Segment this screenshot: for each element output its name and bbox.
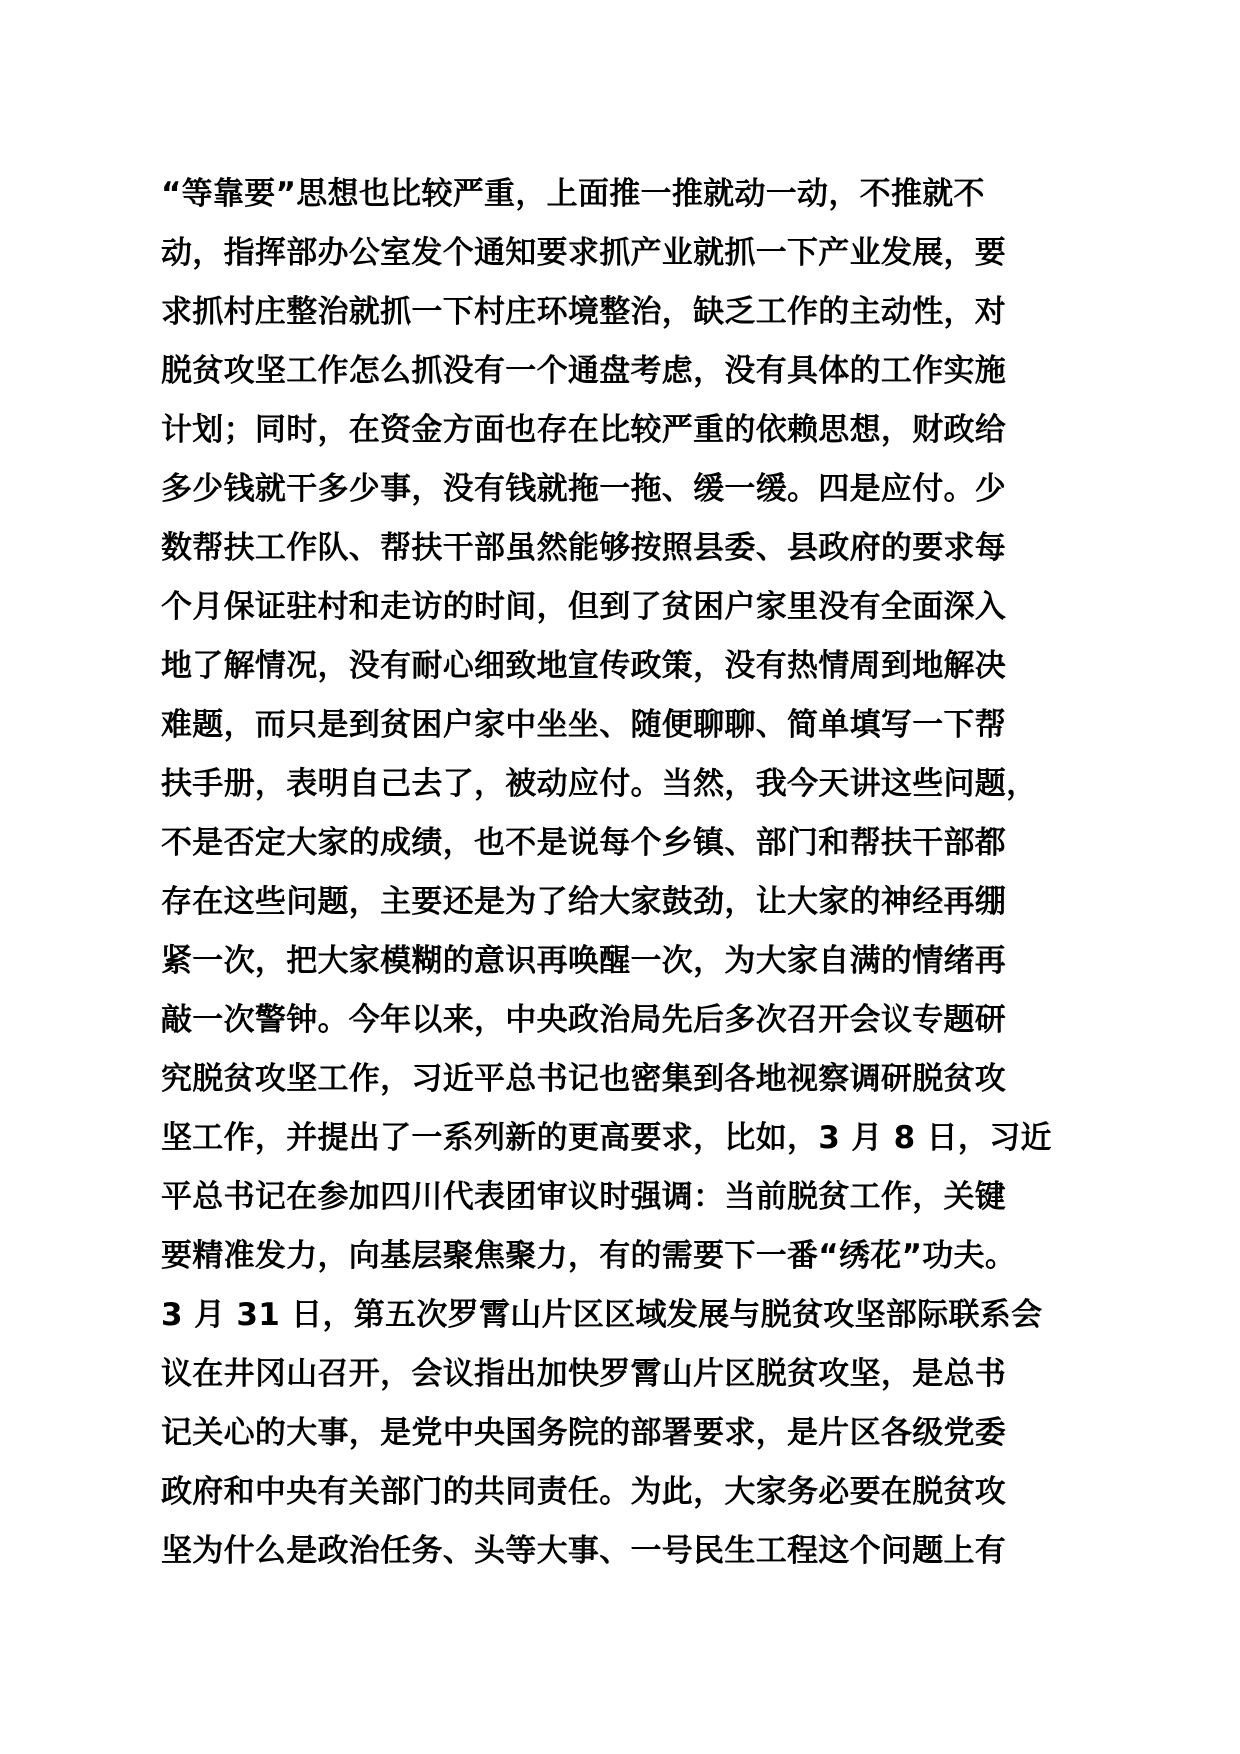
text-line: 记关心的大事，是党中央国务院的部署要求，是片区各级党委 bbox=[161, 1415, 1007, 1451]
text-line: 数帮扶工作队、帮扶干部虽然能够按照县委、县政府的要求每 bbox=[161, 530, 1007, 566]
text-line: 动，指挥部办公室发个通知要求抓产业就抓一下产业发展，要 bbox=[161, 235, 1007, 271]
text-line: 地了解情况，没有耐心细致地宣传政策，没有热情周到地解决 bbox=[161, 648, 1007, 684]
text-line: 3 月 31 日，第五次罗霄山片区区域发展与脱贫攻坚部际联系会 bbox=[161, 1297, 1043, 1333]
text-line: 坚工作，并提出了一系列新的更高要求，比如，3 月 8 日，习近 bbox=[161, 1120, 1052, 1156]
text-line: 求抓村庄整治就抓一下村庄环境整治，缺乏工作的主动性，对 bbox=[161, 294, 1007, 330]
text-line: 不是否定大家的成绩，也不是说每个乡镇、部门和帮扶干部都 bbox=[161, 825, 1007, 861]
text-line: 坚为什么是政治任务、头等大事、一号民生工程这个问题上有 bbox=[161, 1533, 1007, 1569]
text-line: 要精准发力，向基层聚焦聚力，有的需要下一番“绣花”功夫。 bbox=[161, 1238, 1017, 1274]
text-line: 平总书记在参加四川代表团审议时强调：当前脱贫工作，关键 bbox=[161, 1179, 1007, 1215]
text-line: 存在这些问题，主要还是为了给大家鼓劲，让大家的神经再绷 bbox=[161, 884, 1007, 920]
text-line: 计划；同时，在资金方面也存在比较严重的依赖思想，财政给 bbox=[161, 412, 1007, 448]
text-line: 个月保证驻村和走访的时间，但到了贫困户家里没有全面深入 bbox=[161, 589, 1007, 625]
text-line: 敲一次警钟。今年以来，中央政治局先后多次召开会议专题研 bbox=[161, 1002, 1007, 1038]
text-line: 究脱贫攻坚工作，习近平总书记也密集到各地视察调研脱贫攻 bbox=[161, 1061, 1007, 1097]
text-line: 脱贫攻坚工作怎么抓没有一个通盘考虑，没有具体的工作实施 bbox=[161, 353, 1007, 389]
text-line: 紧一次，把大家模糊的意识再唤醒一次，为大家自满的情绪再 bbox=[161, 943, 1007, 979]
text-line: “等靠要”思想也比较严重，上面推一推就动一动，不推就不 bbox=[161, 176, 985, 212]
text-line: 难题，而只是到贫困户家中坐坐、随便聊聊、简单填写一下帮 bbox=[161, 707, 1007, 743]
body-paragraph bbox=[161, 165, 1101, 1581]
text-line: 议在井冈山召开，会议指出加快罗霄山片区脱贫攻坚，是总书 bbox=[161, 1356, 1007, 1392]
text-line: 多少钱就干多少事，没有钱就拖一拖、缓一缓。四是应付。少 bbox=[161, 471, 1007, 507]
text-line: 扶手册，表明自己去了，被动应付。当然，我今天讲这些问题， bbox=[161, 766, 1038, 802]
text-line: 政府和中央有关部门的共同责任。为此，大家务必要在脱贫攻 bbox=[161, 1474, 1007, 1510]
